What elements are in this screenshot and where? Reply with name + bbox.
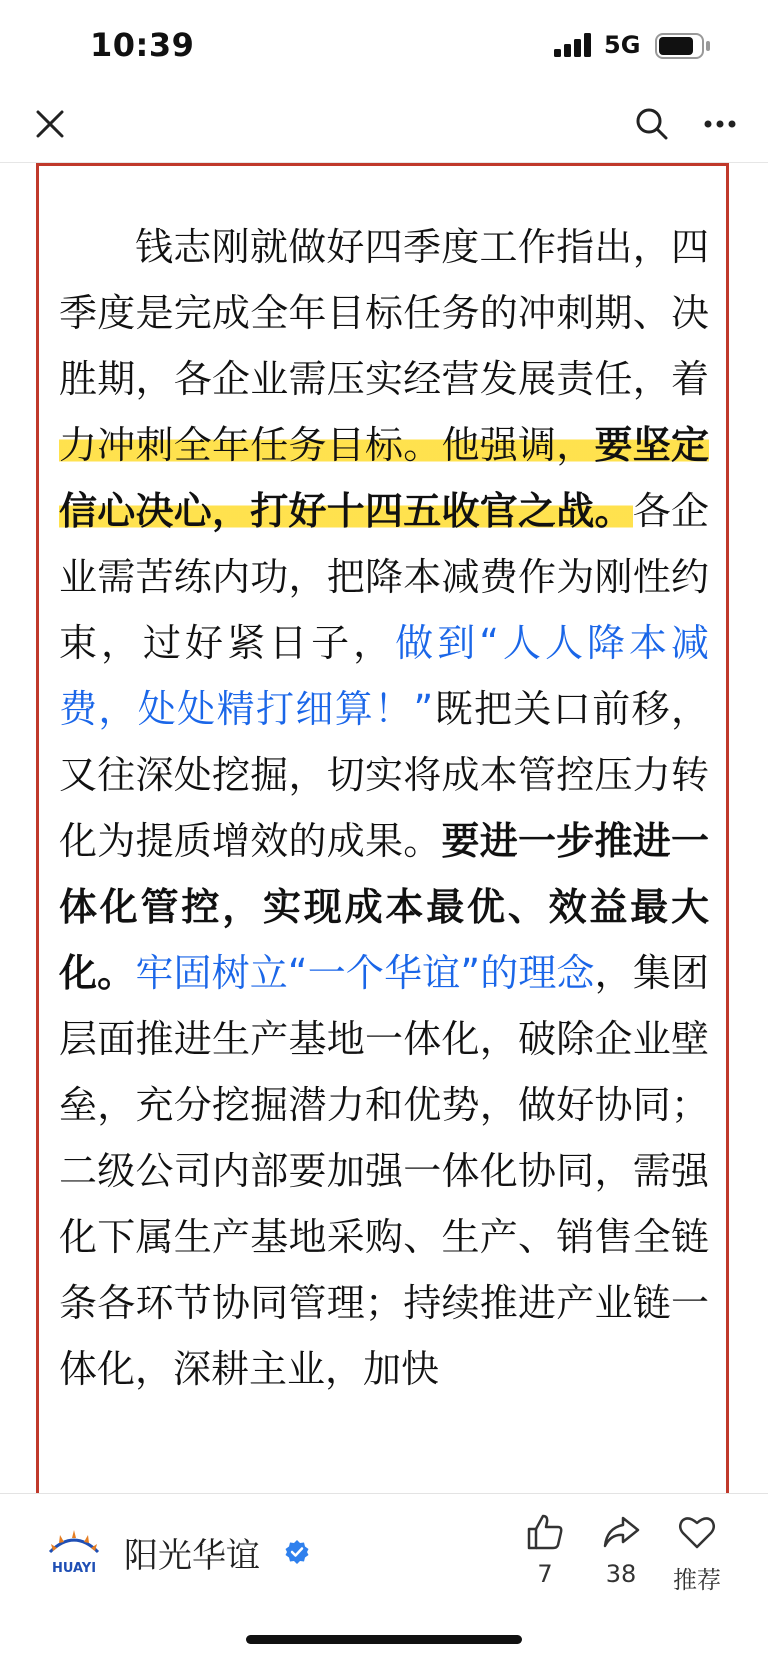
- share-button[interactable]: [586, 1512, 656, 1588]
- logo-text: HUAYI: [51, 1561, 97, 1576]
- heart-icon: [677, 1512, 717, 1552]
- highlighted-text: 力冲刺全年任务目标。他强调，: [59, 423, 595, 467]
- bold-text: 要进一步推进一体化管控，实现成本最优、效益最大化。: [59, 819, 709, 995]
- recommend-label: 推荐: [673, 1566, 721, 1594]
- text-segment: ，集团层面推进生产基地一体化，破除企业壁垒，充分挖掘潜力和优势，做好协同；二级公司内部要加强一体化协同，需强化下属生产基地采购、生产、销售全链条各环节协同管理；持续推进产业链一体化，深耕主业，加快: [59, 951, 709, 1391]
- share-count: 38: [605, 1560, 637, 1588]
- text-segment: 钱志刚就做好四季度工作指出，四季度是完成全年目标任务的冲刺期、决胜期，各企业需压实经营发展责任，着: [59, 225, 709, 401]
- account-name[interactable]: 阳光华谊: [124, 1536, 260, 1576]
- thumbs-up-icon: [525, 1512, 565, 1552]
- highlighted-bold-text: 要坚定信心决心，打好十四五收官之战。: [59, 423, 709, 533]
- link-text[interactable]: 做到“人人降本减费，处处精打细算！”: [59, 621, 709, 731]
- article-frame: [36, 163, 729, 1513]
- share-arrow-icon: [601, 1512, 641, 1552]
- close-icon[interactable]: [30, 104, 70, 144]
- more-icon[interactable]: [700, 104, 740, 144]
- status-time: 10:39: [90, 26, 195, 64]
- battery-icon: [655, 33, 711, 59]
- like-button[interactable]: [510, 1512, 580, 1588]
- bottom-bar: [0, 1493, 768, 1663]
- nav-bar: [0, 90, 768, 163]
- status-bar: [0, 0, 768, 90]
- article-paragraph: [59, 214, 709, 1402]
- huayi-logo[interactable]: [44, 1526, 104, 1576]
- signal-icon: [554, 33, 594, 57]
- text-segment: 既把关口前移，又往深处挖掘，切实将成本管控压力转化为提质增效的成果。: [59, 687, 709, 863]
- link-text[interactable]: 牢固树立“一个华谊”的理念: [135, 951, 595, 995]
- verified-icon: [284, 1539, 310, 1565]
- like-count: 7: [537, 1560, 553, 1588]
- search-icon[interactable]: [632, 104, 672, 144]
- network-type: 5G: [604, 31, 641, 59]
- recommend-button[interactable]: [662, 1512, 732, 1595]
- home-indicator[interactable]: [246, 1635, 522, 1644]
- text-segment: 各企业需苦练内功，把降本减费作为刚性约束，过好紧日子，: [59, 489, 709, 665]
- article-body: [59, 214, 709, 1402]
